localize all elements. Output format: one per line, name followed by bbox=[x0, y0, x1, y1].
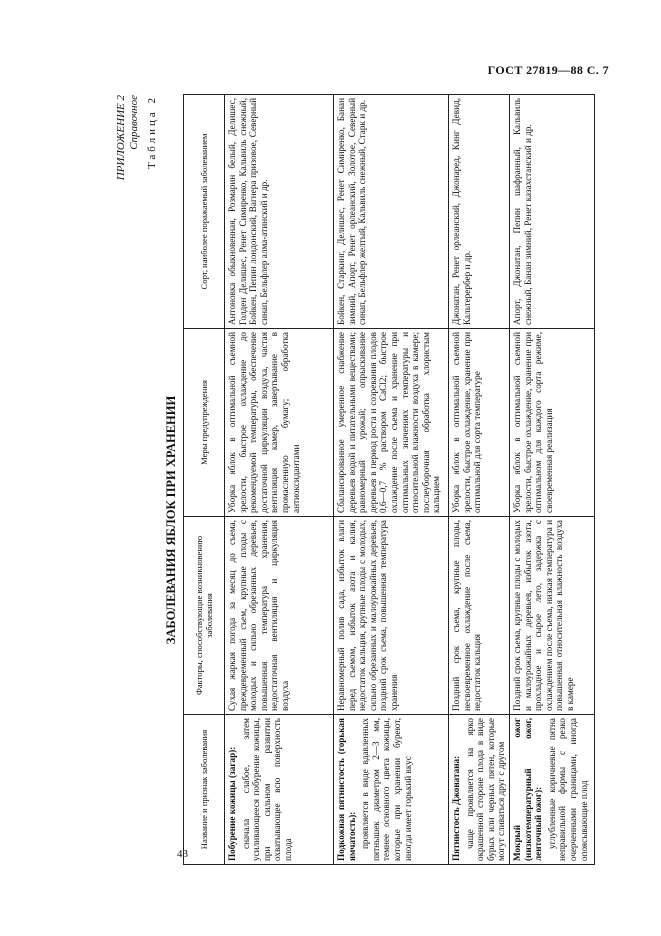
table-row bbox=[334, 95, 449, 865]
diseases-table bbox=[183, 94, 595, 865]
disease-name: Мокрый ожог (низкотемпературный ожог, ленточный ожог): bbox=[511, 718, 544, 861]
disease-description: проявляется в виде вдавленных пятнышек диаметром 2—3 мм, темнее основного цвета кожицы, которые при хранении буреют, иногда имеет горький вкус bbox=[360, 718, 413, 861]
disease-cell bbox=[225, 715, 334, 865]
header-factors: Факторы, способствующие возникновению заболевания bbox=[184, 517, 225, 715]
header-disease-name: Название и признак заболевания bbox=[184, 715, 225, 865]
prevention-cell: Уборка яблок в оптимальной съемной зрелости, быстрое охлаждение до рекомендуемой температуры, обеспечение достаточной циркуляции воздуха, частая вентиляция камер, завертывание в промасленную бумагу; обработка антиоксидантами bbox=[225, 329, 334, 517]
disease-name: Подкожная пятнистость (горькая ямчатость): bbox=[336, 718, 357, 861]
factors-cell: Неравномерный полив сада, избыток влаги перед съемом, избыток азота и калия, недостаток кальция, крупные плоды с молодых, сильно обрезанных и малоурожайных деревьев, поздний срок съема, повышенная температура хранения bbox=[334, 517, 449, 715]
appendix-heading bbox=[115, 95, 141, 180]
table-row bbox=[509, 95, 594, 865]
disease-description: чаще проявляется на ярко окрашенной стороне плода в виде бурых или черных пятен, которые могут сливаться друг с другом bbox=[464, 718, 507, 861]
header-prevention: Меры предупреждения bbox=[184, 329, 225, 517]
appendix-subtitle: Справочное bbox=[128, 95, 140, 150]
rotated-page-content bbox=[115, 95, 619, 865]
varieties-cell: Апорт, Джонатан, Пепин шафранный, Кальвиль снежный, Банан зимний, Ренет казахстанский и др. bbox=[509, 95, 594, 329]
prevention-cell: Уборка яблок в оптимальной съемной зрелости, быстрое охлаждение, хранение при оптимальном для каждого сорта режиме, своевременная реализация bbox=[509, 329, 594, 517]
document-title: ЗАБОЛЕВАНИЯ ЯБЛОК ПРИ ХРАНЕНИИ bbox=[164, 395, 178, 645]
varieties-cell: Антоновка обыкновенная, Розмарин белый, Делишес, Голден Делишес, Ренет Симиренко, Кальвиль снежный, Бойкен, Пепин лондонский, Вагнера призовое, Северный синап, Бельфлер алма-атинский и др. bbox=[225, 95, 334, 329]
disease-cell bbox=[334, 715, 449, 865]
disease-cell bbox=[509, 715, 594, 865]
table-label: Таблица 2 bbox=[146, 95, 158, 170]
factors-cell: Поздний срок съема, крупные плоды с молодых и малоурожайных деревьев, избыток азота, прохладное и сырое лето, задержка с охлаждением после съема, низкая температура и повышенная относительная влажность воздуха в камере bbox=[509, 517, 594, 715]
factors-cell: Поздний срок съема, крупные плоды, несвоевременное охлаждение после съема, недостаток кальция bbox=[449, 517, 510, 715]
page-header: ГОСТ 27819—88 С. 7 bbox=[487, 63, 609, 77]
factors-cell: Сухая жаркая погода за месяц до съема, преждевременный съем, крупные плоды с молодых и сильно обрезанных деревьев, повышенная температура хранения, недостаточная вентиляция и циркуляция воздуха bbox=[225, 517, 334, 715]
page-number: 43 bbox=[177, 848, 188, 860]
header-varieties: Сорт, наиболее поражаемый заболеванием bbox=[184, 95, 225, 329]
varieties-cell: Джонатан, Ренет орлеанский, Джонаред, Кинг Девид, Кальтерербер и др. bbox=[449, 95, 510, 329]
disease-name: Побурение кожицы (загар): bbox=[227, 746, 237, 861]
disease-description: углубленные коричневые пятна неправильной формы с резко очерченными границами, иногда опоясывающие плод bbox=[546, 718, 589, 861]
appendix-title: ПРИЛОЖЕНИЕ 2 bbox=[115, 95, 127, 181]
disease-name: Пятнистость Джонатана: bbox=[451, 755, 461, 861]
table-header-row bbox=[184, 95, 225, 865]
table-row bbox=[225, 95, 334, 865]
disease-cell bbox=[449, 715, 510, 865]
prevention-cell: Уборка яблок в оптимальной съемной зрелости, быстрое охлаждение, хранение при оптимальной для сорта температуре bbox=[449, 329, 510, 517]
varieties-cell: Бойкен, Старкинг, Делишес, Ренет Симиренко, Банан зимний, Апорт, Ренет орлеанский, Золотое, Северный синап, Бельфлер желтый, Кальвиль снежный, Старк и др. bbox=[334, 95, 449, 329]
prevention-cell: Сбалансированное умеренное снабжение деревьев водой и питательными веществами; равномерный урожай; опрыскивание деревьев в период роста и созревания плодов 0,6—0,7 % раствором CaCl2; быстрое охлаждение после съема и хранение при оптимальных значениях температуры и относительной влажности воздуха в камере; послеуборочная обработка хлористым кальцием bbox=[334, 329, 449, 517]
table-row bbox=[449, 95, 510, 865]
disease-description: сначала слабое, затем усиливающееся побурение кожицы, при сильном развитии охватывающее всю поверхность плода bbox=[240, 718, 293, 861]
